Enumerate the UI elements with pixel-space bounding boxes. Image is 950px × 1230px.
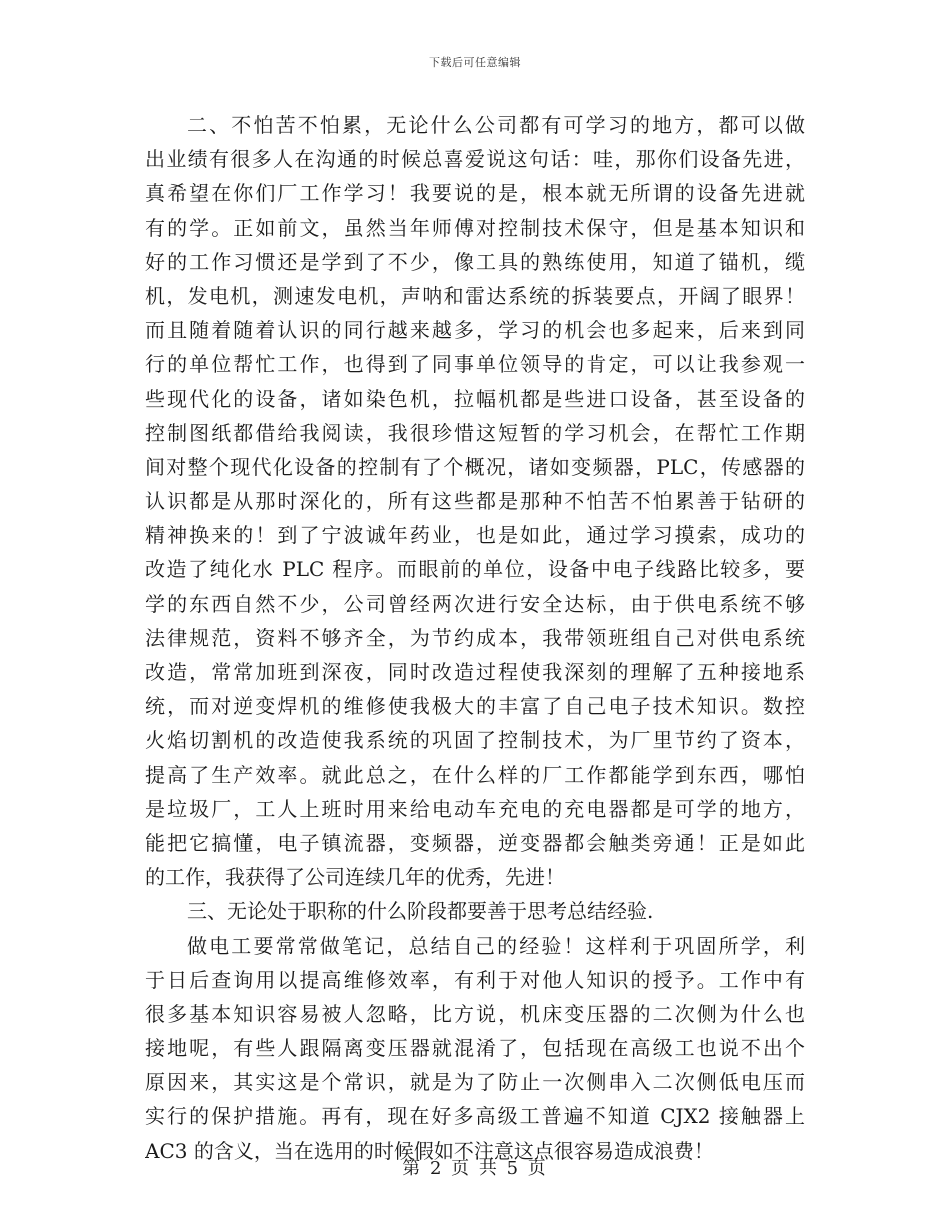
- text-line: 的工作，我获得了公司连续几年的优秀，先进！: [145, 865, 565, 890]
- text-line: 统，而对逆变焊机的维修使我极大的丰富了自己电子技术知识。数控: [145, 694, 805, 719]
- text-line: 改造，常常加班到深夜，同时改造过程使我深刻的理解了五种接地系: [145, 660, 805, 684]
- text-line: 能把它搞懂，电子镇流器，变频器，逆变器都会触类旁通！正是如此: [145, 830, 805, 855]
- text-line: 做电工要常常做笔记，总结自己的经验！这样利于巩固所学，利: [187, 933, 805, 958]
- text-line: 好的工作习惯还是学到了不少，像工具的熟练使用，知道了锚机，缆: [145, 249, 805, 274]
- text-line: 些现代化的设备，诸如染色机，拉幅机都是些进口设备，甚至设备的: [145, 386, 805, 411]
- text-line: 法律规范，资料不够齐全，为节约成本，我带领班组自己对供电系统: [145, 625, 805, 650]
- text-line: 而且随着随着认识的同行越来越多，学习的机会也多起来，后来到同: [145, 318, 805, 343]
- text-line: 实行的保护措施。再有，现在好多高级工普遍不知道 CJX2 接触器上: [145, 1104, 805, 1129]
- text-line: 提高了生产效率。就此总之，在什么样的厂工作都能学到东西，哪怕: [145, 762, 805, 787]
- text-line: 真希望在你们厂工作学习！我要说的是，根本就无所谓的设备先进就: [145, 181, 805, 206]
- text-line: 原因来，其实这是个常识，就是为了防止一次侧串入二次侧低电压而: [145, 1070, 805, 1095]
- text-line: 学的东西自然不少，公司曾经两次进行安全达标，由于供电系统不够: [145, 591, 805, 616]
- document-body: [145, 108, 805, 1168]
- text-line: 精神换来的！到了宁波诚年药业，也是如此，通过学习摸索，成功的: [145, 523, 805, 548]
- text-line: 控制图纸都借给我阅读，我很珍惜这短暂的学习机会，在帮忙工作期: [145, 420, 805, 445]
- paragraph-1: [145, 108, 805, 894]
- section-heading: [145, 894, 805, 928]
- text-line: 火焰切割机的改造使我系统的巩固了控制技术，为厂里节约了资本，: [145, 728, 805, 753]
- text-line: 很多基本知识容易被人忽略，比方说，机床变压器的二次侧为什么也: [145, 1001, 805, 1026]
- text-line: 行的单位帮忙工作，也得到了同事单位领导的肯定，可以让我参观一: [145, 352, 805, 377]
- text-line: 间对整个现代化设备的控制有了个概况，诸如变频器，PLC，传感器的: [145, 454, 805, 479]
- text-line: 认识都是从那时深化的，所有这些都是那种不怕苦不怕累善于钻研的: [145, 489, 805, 514]
- text-line: 于日后查询用以提高维修效率，有利于对他人知识的授予。工作中有: [145, 967, 805, 992]
- text-line: 改造了纯化水 PLC 程序。而眼前的单位，设备中电子线路比较多，要: [145, 557, 805, 582]
- text-line: 有的学。正如前文，虽然当年师傅对控制技术保守，但是基本知识和: [145, 215, 805, 240]
- text-line: 机，发电机，测速发电机，声呐和雷达系统的拆装要点，开阔了眼界！: [145, 283, 805, 308]
- text-line: 接地呢，有些人跟隔离变压器就混淆了，包括现在高级工也说不出个: [145, 1036, 805, 1061]
- page-header: 下载后可任意编辑: [429, 56, 521, 69]
- text-line: 二、不怕苦不怕累，无论什么公司都有可学习的地方，都可以做: [187, 113, 805, 137]
- page-number: 第 2 页 共 5 页: [402, 1158, 548, 1179]
- paragraph-3: [145, 929, 805, 1168]
- text-line: 三、无论处于职称的什么阶段都要善于思考总结经验.: [187, 899, 654, 924]
- text-line: 是垃圾厂，工人上班时用来给电动车充电的充电器都是可学的地方，: [145, 796, 805, 821]
- text-line: 出业绩有很多人在沟通的时候总喜爱说这句话：哇，那你们设备先进，: [145, 147, 805, 172]
- text-line: AC3 的含义，当在选用的时候假如不注意这点很容易造成浪费！: [145, 1138, 714, 1163]
